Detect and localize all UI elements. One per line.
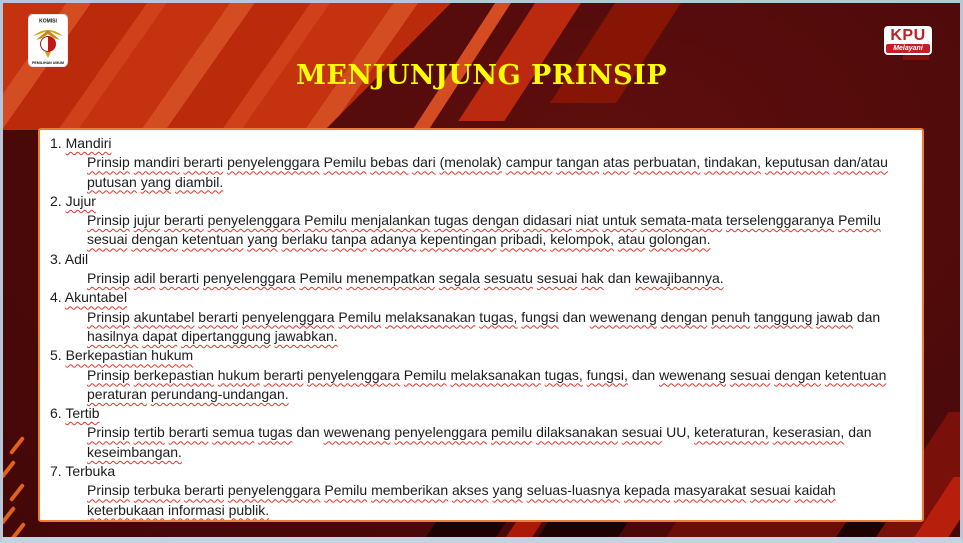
emblem-bottom-text: PEMILIHAN UMUM <box>32 61 64 65</box>
orange-tick <box>0 506 16 525</box>
principle-heading: 3. Adil <box>50 250 89 267</box>
principle-body: Prinsip berkepastian hukum berarti penyelenggara Pemilu melaksanakan tugas, fungsi, dan wewenang sesuai dengan ketentuan peraturan perundang-undangan. <box>87 366 887 402</box>
principle-body: Prinsip jujur berarti penyelenggara Pemilu menjalankan tugas dengan didasari niat untuk semata-mata terselenggaranya Pemilu sesuai dengan ketentuan yang berlaku tanpa adanya kepentingan pribadi, kelompok, atau golongan. <box>87 212 881 248</box>
principle-heading: 7. Terbuka <box>50 463 116 480</box>
kpu-melayani-kpu-text: KPU <box>890 27 926 44</box>
kpu-melayani-melayani-text: Melayani <box>886 44 930 53</box>
principle-heading: 6. Tertib <box>50 405 100 422</box>
slide-title[interactable]: MENJUNJUNG PRINSIP <box>295 60 668 91</box>
principle-item <box>40 250 918 289</box>
principle-body: Prinsip akuntabel berarti penyelenggara Pemilu melaksanakan tugas, fungsi dan wewenang dengan penuh tanggung jawab dan hasilnya dapat dipertanggung jawabkan. <box>87 308 881 344</box>
principle-body: Prinsip terbuka berarti penyelenggara Pemilu memberikan akses yang seluas-luasnya kepada masyarakat sesuai kaidah keterbukaan informasi publik. <box>87 482 836 518</box>
principle-heading: 4. Akuntabel <box>50 289 128 306</box>
orange-tick <box>9 483 25 502</box>
principles-content-box[interactable] <box>38 128 924 522</box>
principle-heading: 2. Jujur <box>50 192 96 209</box>
orange-tick <box>10 522 26 541</box>
principle-item <box>40 288 918 346</box>
principle-heading: 5. Berkepastian hukum <box>50 347 194 364</box>
principle-item <box>40 462 918 520</box>
emblem-top-text: KOMISI <box>39 18 57 25</box>
kpu-melayani-logo[interactable] <box>884 26 932 60</box>
principle-item <box>40 404 918 462</box>
principle-item <box>40 346 918 404</box>
principle-item <box>40 192 918 250</box>
principle-heading: 1. Mandiri <box>50 135 112 151</box>
orange-tick <box>9 436 25 455</box>
principle-body: Prinsip adil berarti penyelenggara Pemilu menempatkan segala sesuatu sesuai hak dan kewajibannya. <box>87 270 724 287</box>
orange-tick <box>0 460 16 479</box>
principle-item <box>40 134 918 192</box>
principles-list <box>40 134 918 520</box>
principle-body: Prinsip tertib berarti semua tugas dan wewenang penyelenggara pemilu dilaksanakan sesuai UU, keteraturan, keserasian, dan keseimbangan. <box>87 424 872 460</box>
principle-body: Prinsip mandiri berarti penyelenggara Pemilu bebas dari (menolak) campur tangan atas perbuatan, tindakan, keputusan dan/atau putusan yang diambil. <box>87 154 888 190</box>
